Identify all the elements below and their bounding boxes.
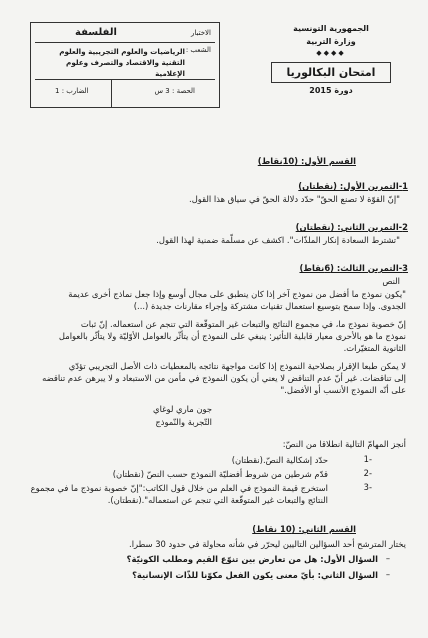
task-3-line: استخرج قيمة النموذج في العلم من خلال قول الكاتب:"إنّ خصوبة نموذج ما في مجموع (30, 483, 328, 493)
tasks-intro: أنجز المهامّ التالية انطلاقا من النصّ: (282, 439, 406, 449)
exam-session: دورة 2015 (309, 86, 353, 95)
part2-title: القسم الثاني: (10 نقاط) (252, 524, 356, 534)
exercise3-title: 3-التمرين الثالث: (6نقاط) (299, 263, 408, 273)
ministry-name: وزارة التربية (306, 37, 356, 46)
text-paragraph-line: الجدوى. وإذا سمح بتوسيع استعمال تقنيات مشتركة وإجراء مقارنات جديدة (...) (133, 301, 406, 311)
task-2: قدّم شرطين من شروط أفضليّة النموذج حسب النصّ (نقطتان) (112, 469, 328, 479)
text-label: النص (382, 276, 400, 286)
text-paragraph-line: إنّ خصوبة نموذج ما، في مجموع النتائج والتبعات غير المتوقّعة التي تنجم عن استعماله. إنّ ثبات (80, 319, 406, 329)
question-1: السؤال الأول: هل من تعارض بين تنوّع القيم ومطلب الكونيّة؟ (126, 554, 378, 564)
text-paragraph-line: نموذج ما هو بالأحرى معيار قابلية التأثير: ينبغي على النموذج أن يتأثّر بالعوامل الأوّليّة ولا يتأثّر بالعوامل (58, 331, 406, 341)
question-2: السؤال الثاني: بأيّ معنى يكون الفعل مكوّنا للذّات الإنسانية؟ (132, 570, 378, 580)
ornament: ◆◆◆◆ (316, 49, 346, 57)
exercise1-text: "إنّ القوّة لا تصنع الحقّ" حدّد دلالة الحقّ في سياق هذا القول. (189, 194, 400, 204)
bullet-dash: – (385, 553, 390, 563)
text-paragraph-line: الثانوية المتغيّرات. (343, 343, 406, 353)
header-institution (256, 22, 406, 95)
text-paragraph-line: إلى تناقضات. غير أنّ عدم التناقض لا يعني أن يكون النموذج في مأمن من الاستبعاد و لا يبرهن عدم تناقضه (42, 373, 406, 383)
exercise2-title: 2-التمرين الثاني: (نقطتان) (295, 222, 408, 232)
part1-title: القسم الأول: (10نقاط) (257, 156, 356, 166)
divider (111, 80, 112, 107)
text-paragraph-line: على أنّه النموذج الأنسب أو الأفضل." (280, 385, 406, 395)
header-exam-info (30, 22, 220, 108)
text-paragraph-line: "يكون نموذج ما أفضل من نموذج آخر إذا كان ينطبق على مجال أوسع وإذا جعل نماذج أخرى عديمة (68, 289, 406, 299)
task-number: -2 (363, 468, 372, 478)
task-3-line: النتائج والتبعات غير المتوقّعة التي تنجم عن استعماله".(نقطتان). (107, 495, 328, 505)
exercise2-text: "تشترط السعادة إنكار الملذّات". اكشف عن مسلّمة ضمنية لهذا القول. (156, 235, 400, 245)
bullet-dash: – (385, 569, 390, 579)
sections-label: الشعب : (185, 46, 211, 54)
subject-name: الفلسفة (75, 27, 117, 38)
text-author: جون ماري لوغاي (153, 404, 212, 414)
text-source: التّجربة والنّموذج (155, 417, 212, 427)
task-1: حدّد إشكالية النصّ.(نقطتان) (231, 455, 328, 465)
country-name: الجمهورية التونسية (293, 24, 369, 33)
exam-duration: الحصة : 3 س (154, 87, 195, 95)
exam-label: الاختبار (190, 29, 211, 37)
part2-intro: يختار المترشح أحد السؤالين التاليين ليحرّر في شأنه محاولة في حدود 30 سطرا. (129, 539, 406, 549)
task-number: -3 (363, 482, 372, 492)
task-number: -1 (363, 454, 372, 464)
exam-coefficient: الضارب : 1 (55, 87, 89, 95)
text-paragraph-line: لا يمكن طبعا الإقرار بصلاحية النموذج إذا كانت مواجهة نتائجه بالمعطيات ذات الأصل التجريبي تؤدّي (68, 361, 406, 371)
exercise1-title: 1-التمرين الأول: (نقطتان) (298, 181, 408, 191)
exam-title: امتحان البكالوريا (271, 62, 391, 83)
sections-list: الرياضيات والعلوم التجريبية والعلوم التقنية والاقتصاد والتصرف وعلوم الإعلامية (59, 47, 185, 78)
